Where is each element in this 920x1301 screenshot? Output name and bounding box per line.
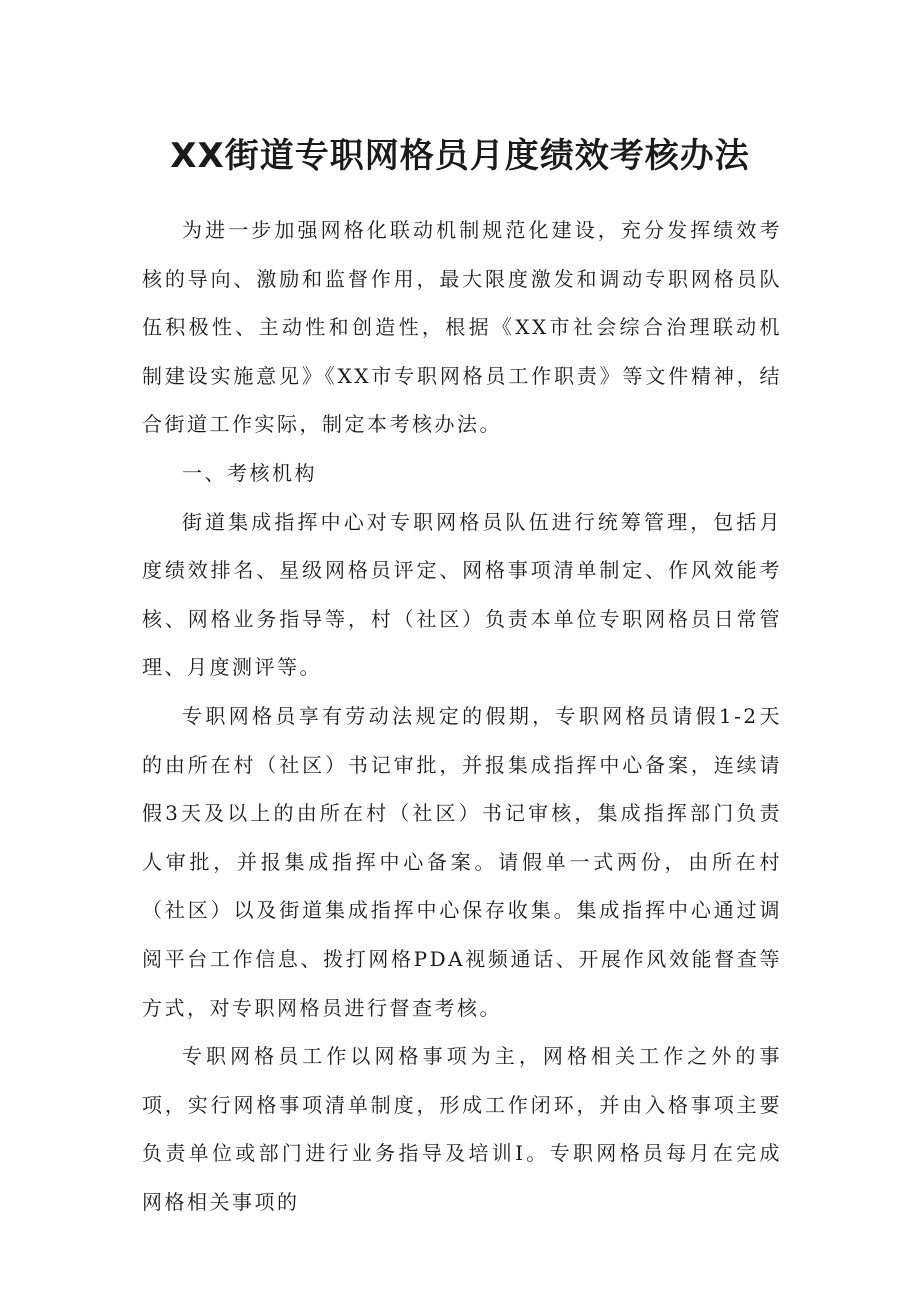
paragraph-management: 街道集成指挥中心对专职网格员队伍进行统筹管理，包括月度绩效排名、星级网格员评定、网格事项清单制定、作风效能考核、网格业务指导等，村（社区）负责本单位专职网格员日常管理、月度测评等。 <box>142 509 782 680</box>
section-heading-assessment-body: 一、考核机构 <box>182 460 317 485</box>
document-body <box>142 206 782 1226</box>
paragraph-grid-duties: 专职网格员工作以网格事项为主，网格相关工作之外的事项，实行网格事项清单制度，形成工作闭环，并由入格事项主要负责单位或部门进行业务指导及培训Ⅰ。专职网格员每月在完成网格相关事项的 <box>142 1044 782 1214</box>
paragraph-leave: 专职网格员享有劳动法规定的假期，专职网格员请假1-2天的由所在村（社区）书记审批，并报集成指挥中心备案，连续请假3天及以上的由所在村（社区）书记审核，集成指挥部门负责人审批，并报集成指挥中心备案。请假单一式两份，由所在村（社区）以及街道集成指挥中心保存收集。集成指挥中心通过调阅平台工作信息、拨打网格PDA视频通话、开展作风效能督查等方式，对专职网格员进行督查考核。 <box>142 703 782 1020</box>
page-title: XX街道专职网格员月度绩效考核办法 <box>170 136 750 176</box>
paragraph-intro: 为进一步加强网格化联动机制规范化建设，充分发挥绩效考核的导向、激励和监督作用，最大限度激发和调动专职网格员队伍积极性、主动性和创造性，根据《XX市社会综合治理联动机制建设实施意见》《XX市专职网格员工作职责》等文件精神，结合街道工作实际，制定本考核办法。 <box>142 218 782 437</box>
